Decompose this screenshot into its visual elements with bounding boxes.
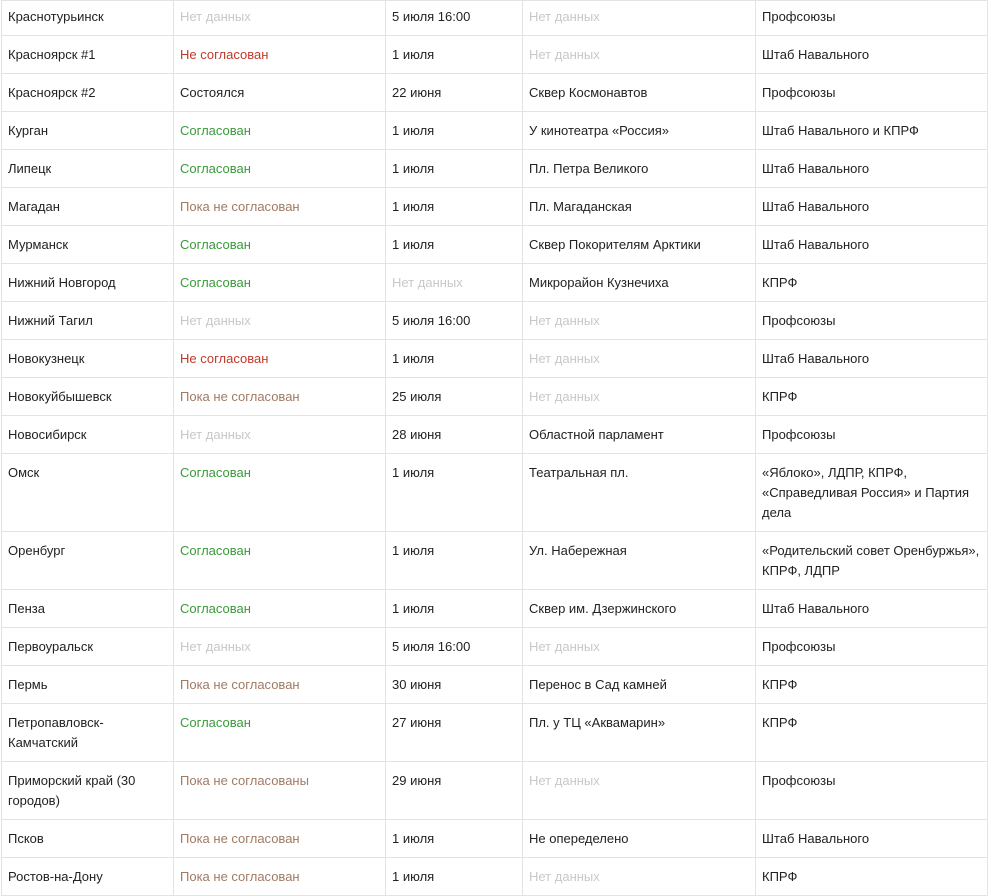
place-cell: Нет данных — [523, 302, 756, 340]
place-cell: Театральная пл. — [523, 454, 756, 532]
status-cell: Нет данных — [174, 1, 386, 36]
status-cell: Пока не согласован — [174, 820, 386, 858]
city-cell: Липецк — [2, 150, 174, 188]
status-cell: Пока не согласованы — [174, 762, 386, 820]
date-cell: 5 июля 16:00 — [386, 302, 523, 340]
status-cell: Не согласован — [174, 36, 386, 74]
status-cell: Нет данных — [174, 416, 386, 454]
place-cell: Нет данных — [523, 340, 756, 378]
date-cell: 29 июня — [386, 762, 523, 820]
date-cell: 1 июля — [386, 590, 523, 628]
table-row — [2, 1, 988, 36]
table-row — [2, 666, 988, 704]
date-cell: 28 июня — [386, 416, 523, 454]
place-cell: Перенос в Сад камней — [523, 666, 756, 704]
table-row — [2, 264, 988, 302]
date-cell: 1 июля — [386, 820, 523, 858]
date-cell: 1 июля — [386, 150, 523, 188]
table-row — [2, 150, 988, 188]
place-cell: Нет данных — [523, 762, 756, 820]
table-row — [2, 36, 988, 74]
place-cell: Пл. Магаданская — [523, 188, 756, 226]
organizer-cell: Штаб Навального — [756, 188, 988, 226]
date-cell: 5 июля 16:00 — [386, 628, 523, 666]
table-row — [2, 590, 988, 628]
organizer-cell: Штаб Навального — [756, 820, 988, 858]
status-cell: Не согласован — [174, 340, 386, 378]
city-cell: Красноярск #2 — [2, 74, 174, 112]
organizer-cell: Штаб Навального — [756, 590, 988, 628]
status-cell: Пока не согласован — [174, 858, 386, 896]
date-cell: 1 июля — [386, 188, 523, 226]
date-cell: 1 июля — [386, 340, 523, 378]
city-cell: Первоуральск — [2, 628, 174, 666]
place-cell: Нет данных — [523, 1, 756, 36]
city-cell: Псков — [2, 820, 174, 858]
table-row — [2, 226, 988, 264]
date-cell: 5 июля 16:00 — [386, 1, 523, 36]
date-cell: 30 июня — [386, 666, 523, 704]
status-cell: Согласован — [174, 112, 386, 150]
date-cell: 1 июля — [386, 454, 523, 532]
city-cell: Пермь — [2, 666, 174, 704]
table-row — [2, 378, 988, 416]
date-cell: Нет данных — [386, 264, 523, 302]
place-cell: У кинотеатра «Россия» — [523, 112, 756, 150]
city-cell: Приморский край (30 городов) — [2, 762, 174, 820]
organizer-cell: Профсоюзы — [756, 74, 988, 112]
table-row — [2, 532, 988, 590]
place-cell: Нет данных — [523, 628, 756, 666]
city-cell: Красноярск #1 — [2, 36, 174, 74]
date-cell: 1 июля — [386, 858, 523, 896]
status-cell: Согласован — [174, 226, 386, 264]
organizer-cell: Штаб Навального — [756, 226, 988, 264]
status-cell: Согласован — [174, 532, 386, 590]
table-row — [2, 704, 988, 762]
status-cell: Согласован — [174, 264, 386, 302]
date-cell: 1 июля — [386, 532, 523, 590]
organizer-cell: Штаб Навального — [756, 340, 988, 378]
city-cell: Курган — [2, 112, 174, 150]
city-cell: Нижний Новгород — [2, 264, 174, 302]
organizer-cell: Профсоюзы — [756, 1, 988, 36]
table-row — [2, 454, 988, 532]
organizer-cell: КПРФ — [756, 264, 988, 302]
status-cell: Согласован — [174, 454, 386, 532]
date-cell: 25 июля — [386, 378, 523, 416]
place-cell: Ул. Набережная — [523, 532, 756, 590]
organizer-cell: Профсоюзы — [756, 762, 988, 820]
place-cell: Сквер им. Дзержинского — [523, 590, 756, 628]
organizer-cell: Профсоюзы — [756, 302, 988, 340]
date-cell: 22 июня — [386, 74, 523, 112]
status-cell: Нет данных — [174, 628, 386, 666]
organizer-cell: КПРФ — [756, 666, 988, 704]
status-cell: Состоялся — [174, 74, 386, 112]
table-row — [2, 188, 988, 226]
table-row — [2, 858, 988, 896]
organizer-cell: Профсоюзы — [756, 628, 988, 666]
organizer-cell: Штаб Навального и КПРФ — [756, 112, 988, 150]
organizer-cell: Профсоюзы — [756, 416, 988, 454]
city-cell: Новокуйбышевск — [2, 378, 174, 416]
place-cell: Не опеределено — [523, 820, 756, 858]
city-cell: Новосибирск — [2, 416, 174, 454]
status-cell: Пока не согласован — [174, 188, 386, 226]
organizer-cell: «Родительский совет Оренбуржья», КПРФ, ЛДПР — [756, 532, 988, 590]
status-cell: Согласован — [174, 150, 386, 188]
city-cell: Магадан — [2, 188, 174, 226]
city-cell: Петропавловск-Камчатский — [2, 704, 174, 762]
table-row — [2, 628, 988, 666]
table-body — [2, 1, 988, 896]
table-row — [2, 302, 988, 340]
place-cell: Микрорайон Кузнечиха — [523, 264, 756, 302]
place-cell: Сквер Покорителям Арктики — [523, 226, 756, 264]
table-row — [2, 820, 988, 858]
city-cell: Мурманск — [2, 226, 174, 264]
city-cell: Новокузнецк — [2, 340, 174, 378]
table-row — [2, 416, 988, 454]
status-cell: Согласован — [174, 590, 386, 628]
place-cell: Нет данных — [523, 378, 756, 416]
table-row — [2, 74, 988, 112]
city-cell: Краснотурьинск — [2, 1, 174, 36]
city-cell: Ростов-на-Дону — [2, 858, 174, 896]
place-cell: Пл. Петра Великого — [523, 150, 756, 188]
date-cell: 1 июля — [386, 226, 523, 264]
organizer-cell: Штаб Навального — [756, 36, 988, 74]
table-row — [2, 762, 988, 820]
place-cell: Пл. у ТЦ «Аквамарин» — [523, 704, 756, 762]
organizer-cell: КПРФ — [756, 378, 988, 416]
place-cell: Сквер Космонавтов — [523, 74, 756, 112]
organizer-cell: «Яблоко», ЛДПР, КПРФ, «Справедливая Россия» и Партия дела — [756, 454, 988, 532]
city-cell: Оренбург — [2, 532, 174, 590]
organizer-cell: КПРФ — [756, 704, 988, 762]
status-cell: Пока не согласован — [174, 378, 386, 416]
date-cell: 1 июля — [386, 36, 523, 74]
place-cell: Нет данных — [523, 36, 756, 74]
organizer-cell: Штаб Навального — [756, 150, 988, 188]
city-cell: Нижний Тагил — [2, 302, 174, 340]
status-cell: Нет данных — [174, 302, 386, 340]
place-cell: Областной парламент — [523, 416, 756, 454]
status-cell: Согласован — [174, 704, 386, 762]
city-cell: Пенза — [2, 590, 174, 628]
rallies-table — [1, 0, 988, 896]
place-cell: Нет данных — [523, 858, 756, 896]
table-row — [2, 340, 988, 378]
date-cell: 27 июня — [386, 704, 523, 762]
city-cell: Омск — [2, 454, 174, 532]
table-row — [2, 112, 988, 150]
organizer-cell: КПРФ — [756, 858, 988, 896]
status-cell: Пока не согласован — [174, 666, 386, 704]
date-cell: 1 июля — [386, 112, 523, 150]
